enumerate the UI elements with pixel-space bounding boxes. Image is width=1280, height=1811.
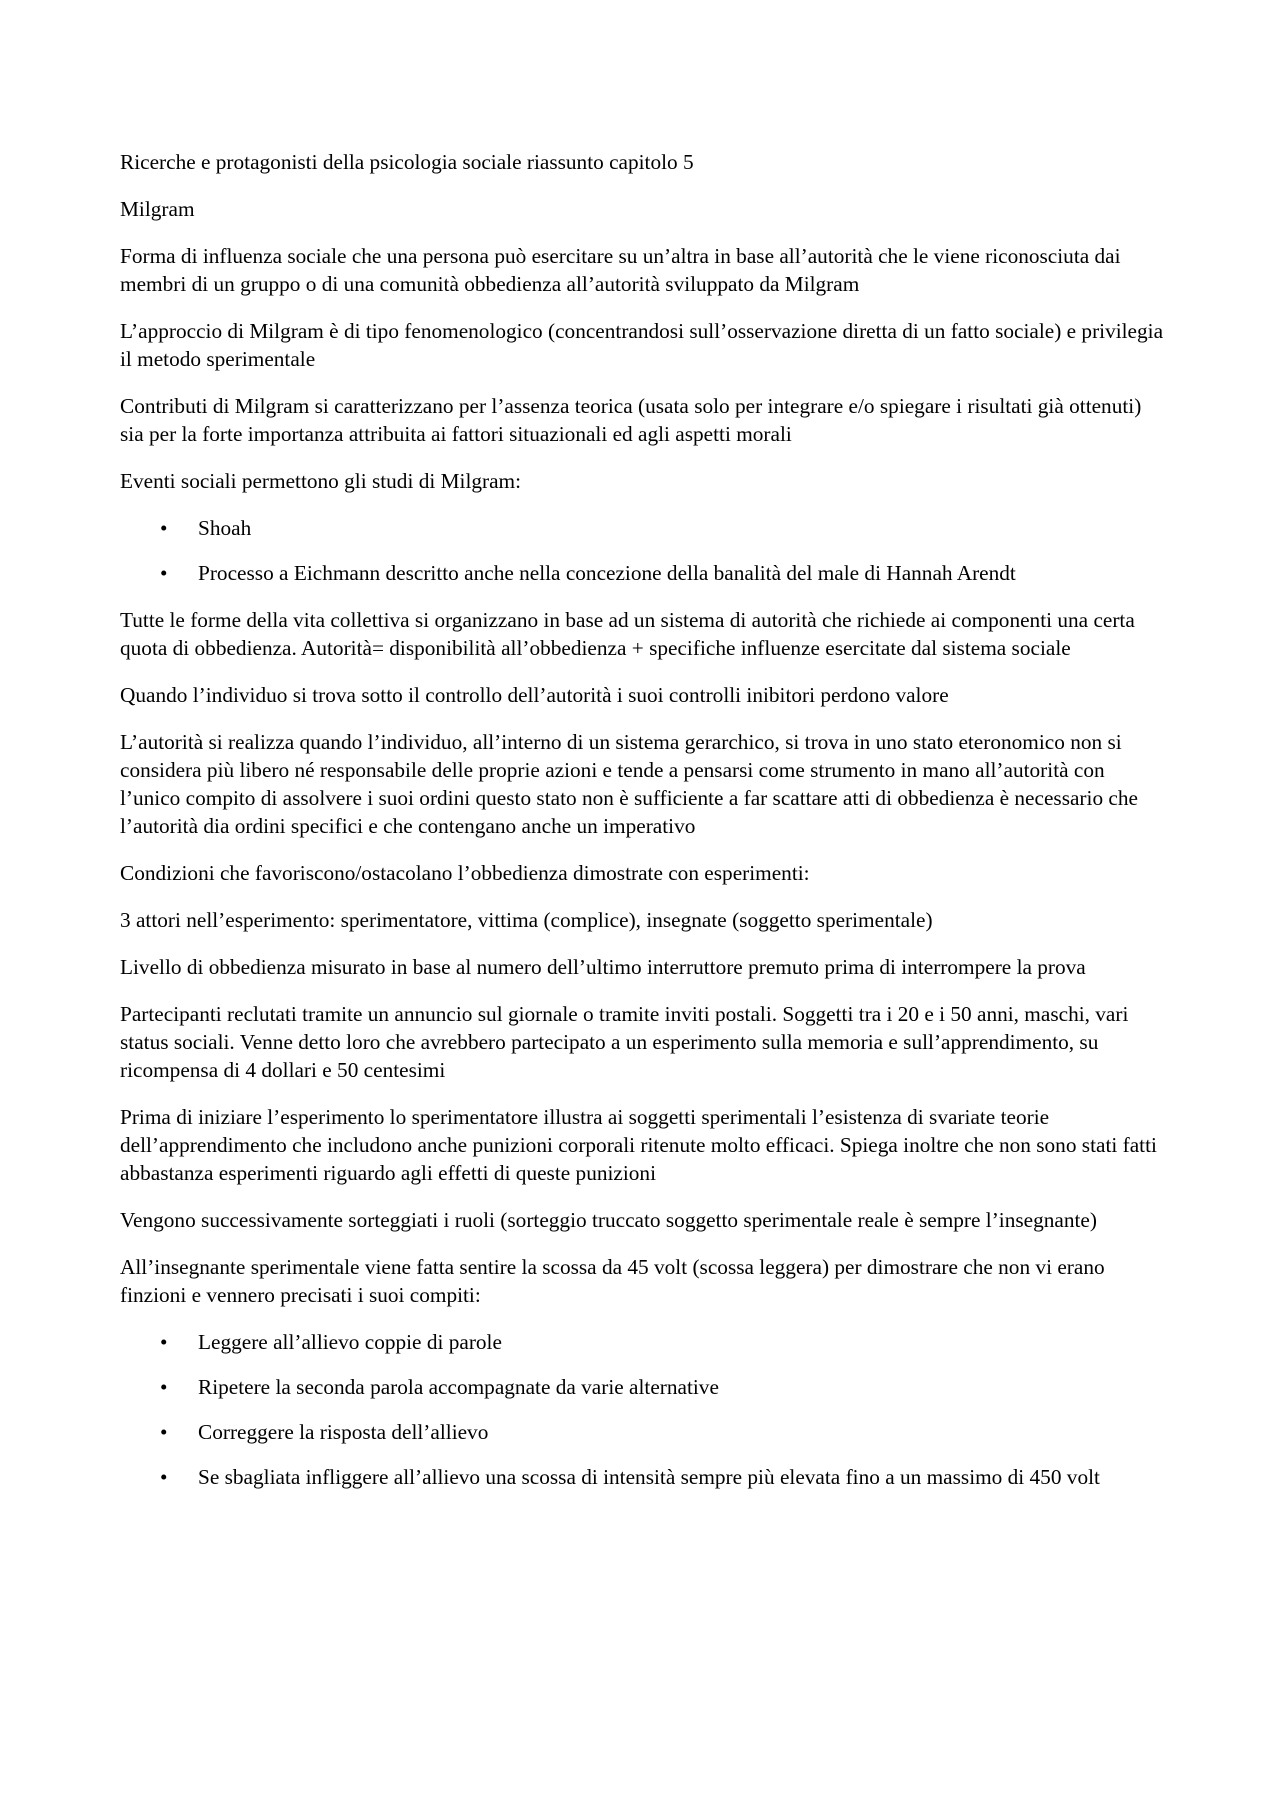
paragraph: Condizioni che favoriscono/ostacolano l’obbedienza dimostrate con esperimenti: bbox=[120, 861, 810, 885]
paragraph: Partecipanti reclutati tramite un annuncio sul giornale o tramite inviti postali. Soggetti tra i 20 e i 50 anni, maschi, vari status sociali. Venne detto loro che avrebbero partecipato a un esperimento sulla memoria e sull’apprendimento, su ricompensa di 4 dollari e 50 centesimi bbox=[120, 1002, 1129, 1082]
paragraph: Forma di influenza sociale che una persona può esercitare su un’altra in base all’autorità che le viene riconosciuta dai membri di un gruppo o di una comunità obbedienza all’autorità sviluppato da Milgram bbox=[120, 244, 1121, 296]
bullet-icon: • bbox=[160, 1465, 168, 1489]
document-body bbox=[120, 148, 1170, 1510]
list-item bbox=[120, 1418, 1170, 1446]
paragraph: L’autorità si realizza quando l’individuo, all’interno di un sistema gerarchico, si trova in uno stato eteronomico non si considera più libero né responsabile delle proprie azioni e tende a pensarsi come strumento in mano all’autorità con l’unico compito di assolvere i suoi ordini questo stato non è sufficiente a far scattare atti di obbedienza è necessario che l’autorità dia ordini specifici e che contengano anche un imperativo bbox=[120, 730, 1138, 838]
bullet-icon: • bbox=[160, 1420, 168, 1444]
list-item-text: Correggere la risposta dell’allievo bbox=[198, 1420, 489, 1444]
bullet-list bbox=[120, 514, 1170, 587]
paragraph: Quando l’individuo si trova sotto il controllo dell’autorità i suoi controlli inibitori perdono valore bbox=[120, 683, 949, 707]
paragraph: Vengono successivamente sorteggiati i ruoli (sorteggio truccato soggetto sperimentale reale è sempre l’insegnante) bbox=[120, 1208, 1097, 1232]
list-item-text: Leggere all’allievo coppie di parole bbox=[198, 1330, 502, 1354]
paragraph: 3 attori nell’esperimento: sperimentatore, vittima (complice), insegnate (soggetto sperimentale) bbox=[120, 908, 933, 932]
list-item-text: Ripetere la seconda parola accompagnate da varie alternative bbox=[198, 1375, 719, 1399]
paragraph: L’approccio di Milgram è di tipo fenomenologico (concentrandosi sull’osservazione diretta di un fatto sociale) e privilegia il metodo sperimentale bbox=[120, 319, 1164, 371]
list-item bbox=[120, 559, 1170, 587]
document-title: Ricerche e protagonisti della psicologia sociale riassunto capitolo 5 bbox=[120, 150, 694, 174]
paragraph: Prima di iniziare l’esperimento lo sperimentatore illustra ai soggetti sperimentali l’esistenza di svariate teorie dell’apprendimento che includono anche punizioni corporali ritenute molto efficaci. Spiega inoltre che non sono stati fatti abbastanza esperimenti riguardo agli effetti di queste punizioni bbox=[120, 1105, 1157, 1185]
bullet-icon: • bbox=[160, 561, 168, 585]
bullet-icon: • bbox=[160, 1375, 168, 1399]
list-item bbox=[120, 514, 1170, 542]
list-item bbox=[120, 1463, 1170, 1491]
list-item-text: Processo a Eichmann descritto anche nella concezione della banalità del male di Hannah Arendt bbox=[198, 561, 1016, 585]
bullet-icon: • bbox=[160, 516, 168, 540]
list-item bbox=[120, 1328, 1170, 1356]
paragraph: Livello di obbedienza misurato in base al numero dell’ultimo interruttore premuto prima di interrompere la prova bbox=[120, 955, 1086, 979]
list-item bbox=[120, 1373, 1170, 1401]
list-item-text: Shoah bbox=[198, 516, 252, 540]
paragraph: Contributi di Milgram si caratterizzano per l’assenza teorica (usata solo per integrare e/o spiegare i risultati già ottenuti) sia per la forte importanza attribuita ai fattori situazionali ed agli aspetti morali bbox=[120, 394, 1142, 446]
bullet-list bbox=[120, 1328, 1170, 1491]
bullet-icon: • bbox=[160, 1330, 168, 1354]
paragraph: Eventi sociali permettono gli studi di Milgram: bbox=[120, 469, 522, 493]
paragraph: Tutte le forme della vita collettiva si organizzano in base ad un sistema di autorità che richiede ai componenti una certa quota di obbedienza. Autorità= disponibilità all’obbedienza + specifiche influenze esercitate dal sistema sociale bbox=[120, 608, 1135, 660]
list-item-text: Se sbagliata infliggere all’allievo una scossa di intensità sempre più elevata fino a un massimo di 450 volt bbox=[198, 1465, 1100, 1489]
paragraph: All’insegnante sperimentale viene fatta sentire la scossa da 45 volt (scossa leggera) per dimostrare che non vi erano finzioni e vennero precisati i suoi compiti: bbox=[120, 1255, 1105, 1307]
section-heading: Milgram bbox=[120, 197, 195, 221]
